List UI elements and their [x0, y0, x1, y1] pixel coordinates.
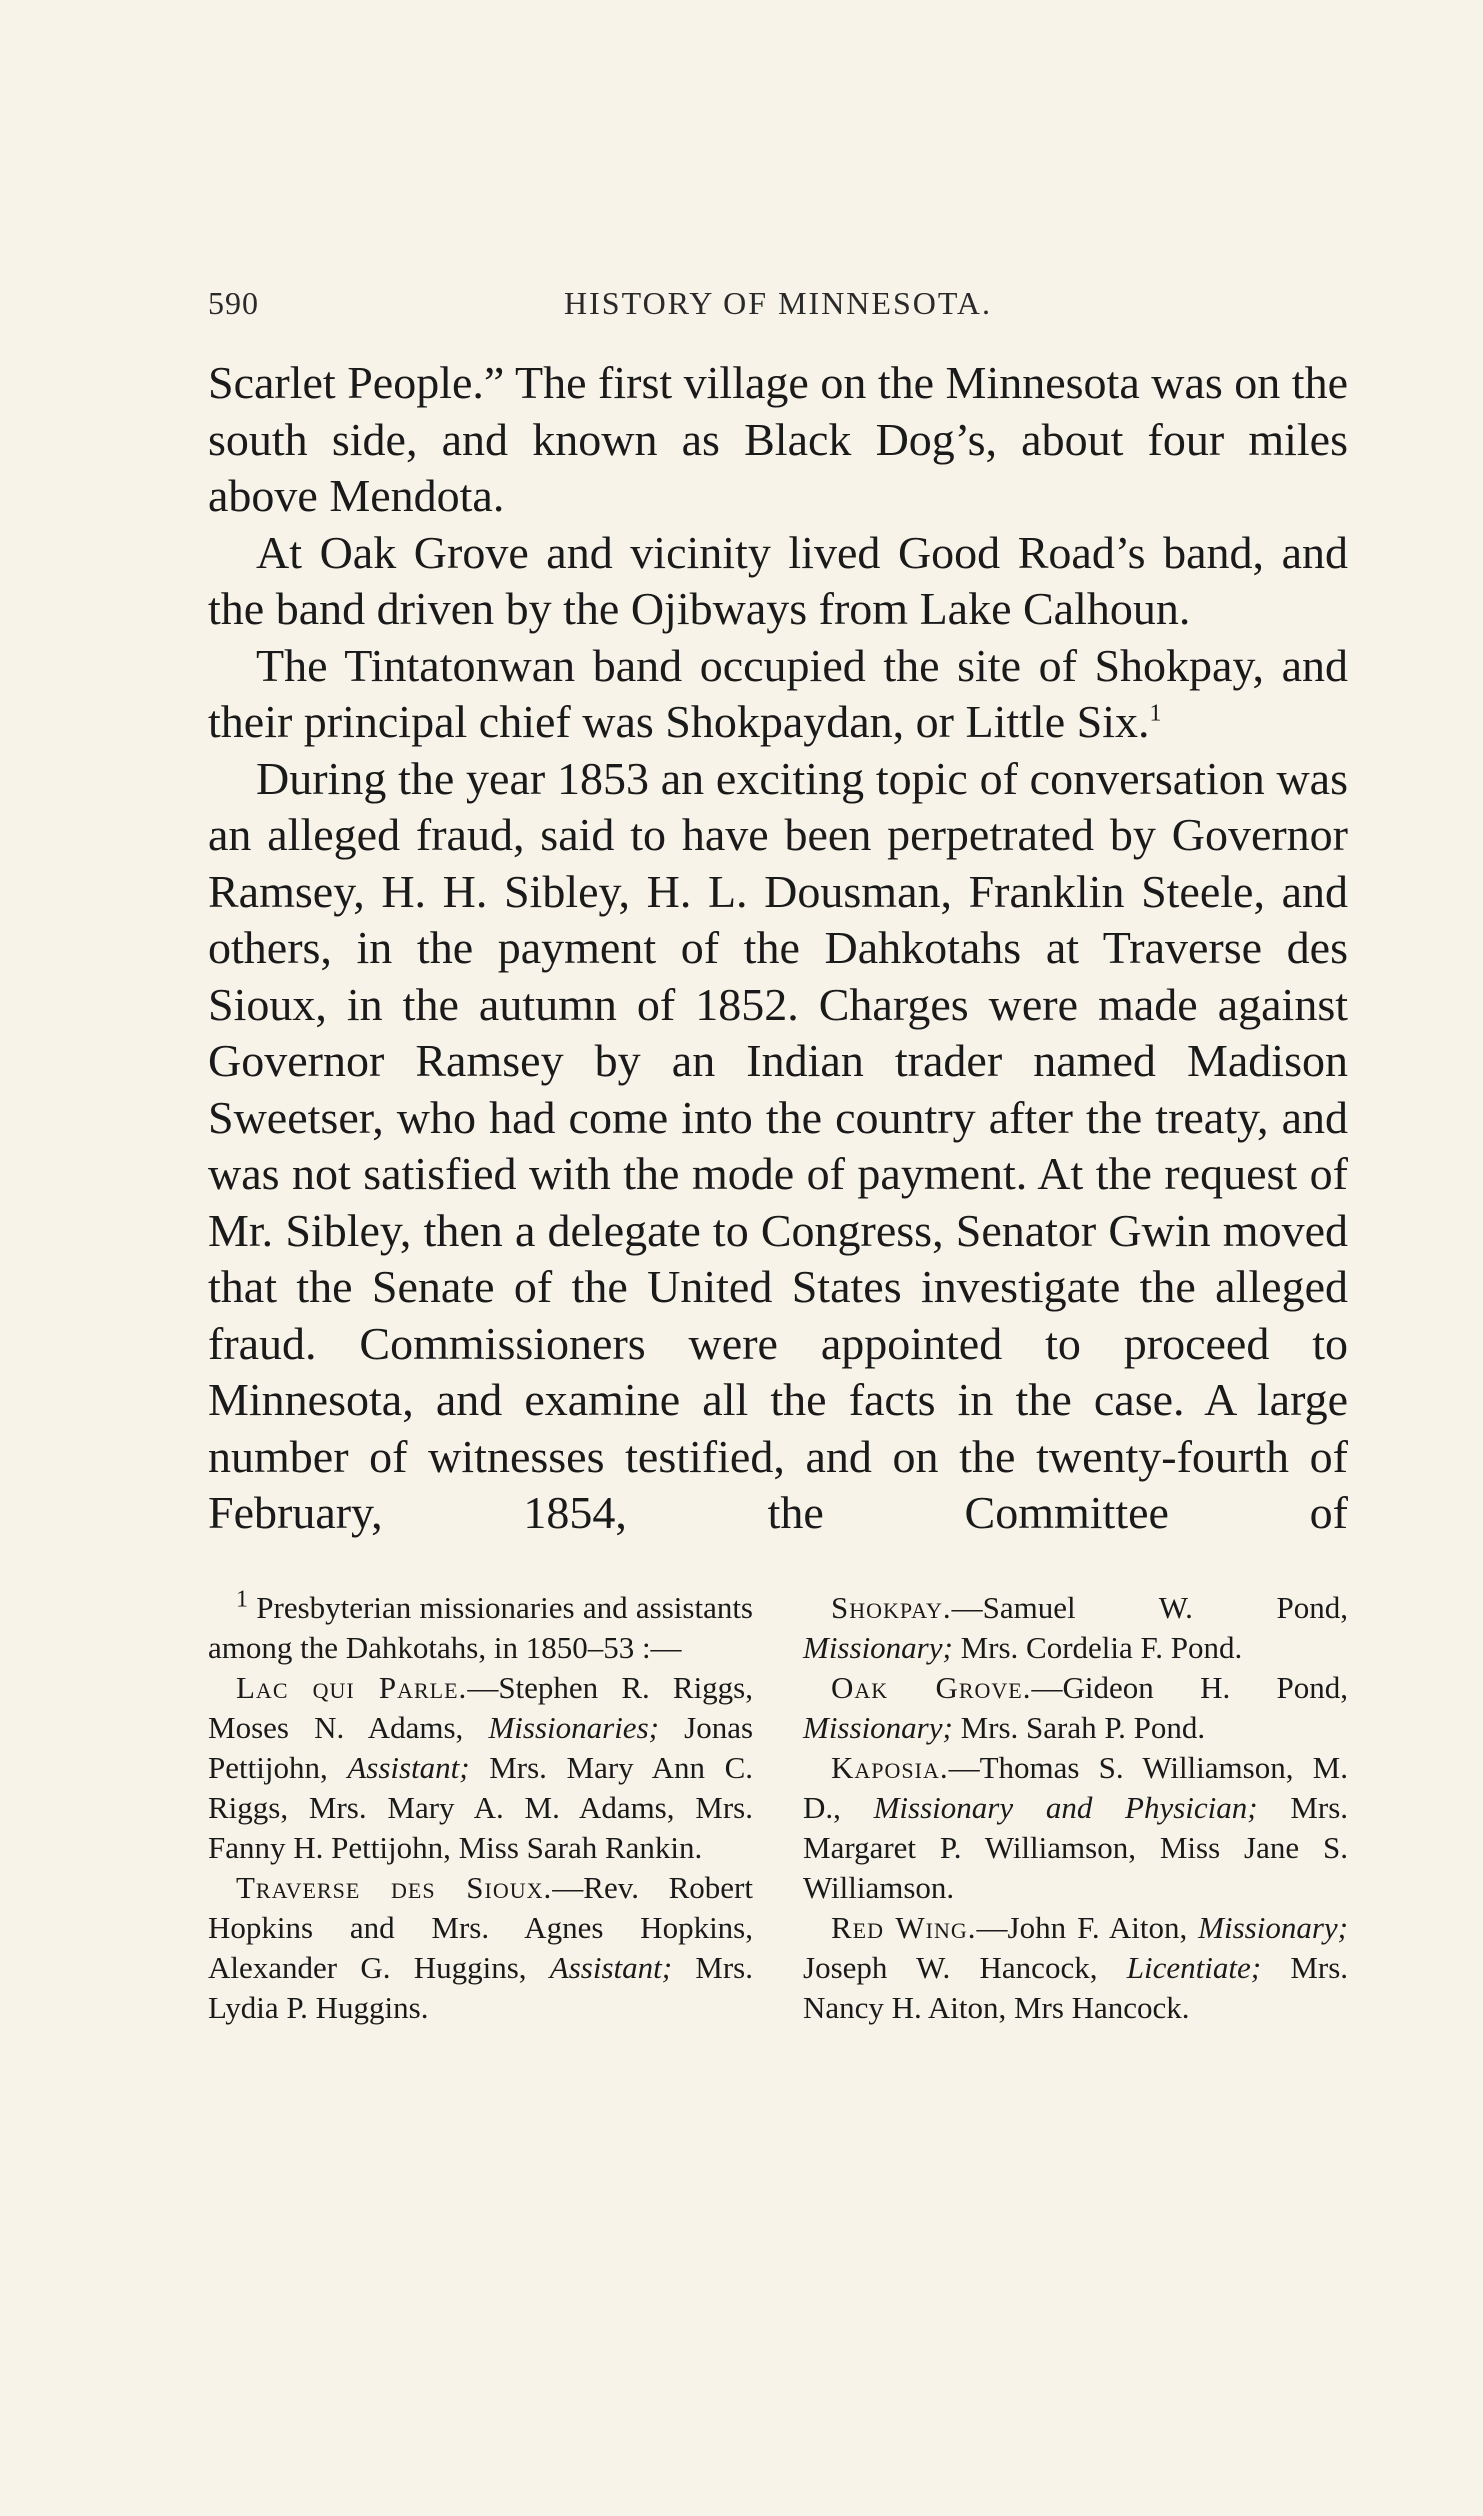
place-name: Shokpay.	[831, 1589, 952, 1625]
entry-names: —Stephen R. Riggs, Moses N. Adams,	[208, 1669, 753, 1745]
entry-names: Mrs. Cordelia F. Pond.	[960, 1629, 1243, 1665]
entry-role: Missionary;	[803, 1629, 953, 1665]
paragraph-4: During the year 1853 an exciting topic of conversation was an alleged fraud, said to have been perpetrated by Governor Ramsey, H. H. Sibley, H. L. Dousman, Franklin Steele, and others, in the payment of the Dahkotahs at Traverse des Sioux, in the autumn of 1852. Charges were made against Governor Ramsey by an Indian trader named Madison Sweetser, who had come into the country after the treaty, and was not satisfied with the mode of payment. At the request of Mr. Sibley, then a delegate to Congress, Senator Gwin moved that the Senate of the United States investigate the alleged fraud. Commissioners were appointed to proceed to Minnesota, and examine all the facts in the case. A large number of witnesses testified, and on the twenty-fourth of February, 1854, the Committee of	[208, 752, 1348, 1538]
footnote-entry-shokpay	[803, 1588, 1348, 1668]
footnote-entry-red-wing	[803, 1908, 1348, 2028]
entry-role: Missionary and Physician;	[873, 1789, 1258, 1825]
paragraph-1: Scarlet People.” The first village on the Minnesota was on the south side, and known as Black Dog’s, about four miles above Mendota.	[208, 357, 1348, 521]
entry-role: Assistant;	[549, 1949, 673, 1985]
entry-role: Licentiate;	[1126, 1949, 1262, 1985]
entry-names: Mrs. Nancy H. Aiton, Mrs Hancock.	[803, 1949, 1349, 2025]
entry-names: Mrs. Lydia P. Huggins.	[208, 1949, 753, 2025]
footnote-reference: 1	[1149, 700, 1162, 727]
place-name: Red Wing.	[831, 1909, 977, 1945]
place-name: Lac qui Parle.	[236, 1669, 468, 1705]
entry-names: —Rev. Robert Hopkins and Mrs. Agnes Hopkins, Alexander G. Huggins,	[208, 1869, 753, 1985]
entry-role: Assistant;	[347, 1749, 470, 1785]
entry-role: Missionary;	[803, 1709, 953, 1745]
footnote-column-right	[803, 1588, 1348, 2028]
footnote-entry-traverse-des-sioux	[208, 1868, 753, 2028]
paragraph-3-text: The Tintatonwan band occupied the site of Shokpay, and their principal chief was Shokpaydan, or Little Six.	[208, 639, 1348, 747]
entry-names: Mrs. Mary Ann C. Riggs, Mrs. Mary A. M. Adams, Mrs. Fanny H. Pettijohn, Miss Sarah Rankin.	[208, 1749, 753, 1865]
place-name: Traverse des Sioux.	[236, 1869, 553, 1905]
footnotes	[208, 1588, 1348, 2028]
entry-names: Mrs. Margaret P. Williamson, Miss Jane S. Williamson.	[803, 1789, 1349, 1905]
entry-names: Mrs. Sarah P. Pond.	[960, 1709, 1206, 1745]
footnote-intro	[208, 1588, 753, 1668]
book-page	[208, 285, 1348, 2028]
paragraph-3	[208, 638, 1348, 751]
footnote-entry-lacqui-parle	[208, 1668, 753, 1868]
entry-role: Missionary;	[1198, 1909, 1348, 1945]
entry-names: —Thomas S. Williamson, M. D.,	[803, 1749, 1348, 1825]
entry-names: —John F. Aiton,	[976, 1909, 1188, 1945]
footnote-marker: 1	[236, 1586, 248, 1613]
entry-names: Joseph W. Hancock,	[803, 1949, 1098, 1985]
place-name: Kaposia.	[831, 1749, 949, 1785]
main-text	[208, 355, 1348, 1542]
page-number: 590	[208, 285, 259, 321]
running-head: HISTORY OF MINNESOTA.	[564, 285, 992, 321]
entry-names: Jonas Pettijohn,	[208, 1709, 754, 1785]
paragraph-2: At Oak Grove and vicinity lived Good Road’s band, and the band driven by the Ojibways from Lake Calhoun.	[208, 526, 1348, 634]
entry-role: Missionaries;	[488, 1709, 659, 1745]
footnote-intro-text: Presbyterian missionaries and assistants among the Dahkotahs, in 1850–53 :—	[208, 1589, 753, 1665]
footnote-column-left	[208, 1588, 753, 2028]
place-name: Oak Grove.	[831, 1669, 1032, 1705]
footnote-entry-oak-grove	[803, 1668, 1348, 1748]
entry-names: —Samuel W. Pond,	[951, 1589, 1348, 1625]
footnote-entry-kaposia	[803, 1748, 1348, 1908]
page-header	[208, 285, 1348, 345]
entry-names: —Gideon H. Pond,	[1031, 1669, 1349, 1705]
